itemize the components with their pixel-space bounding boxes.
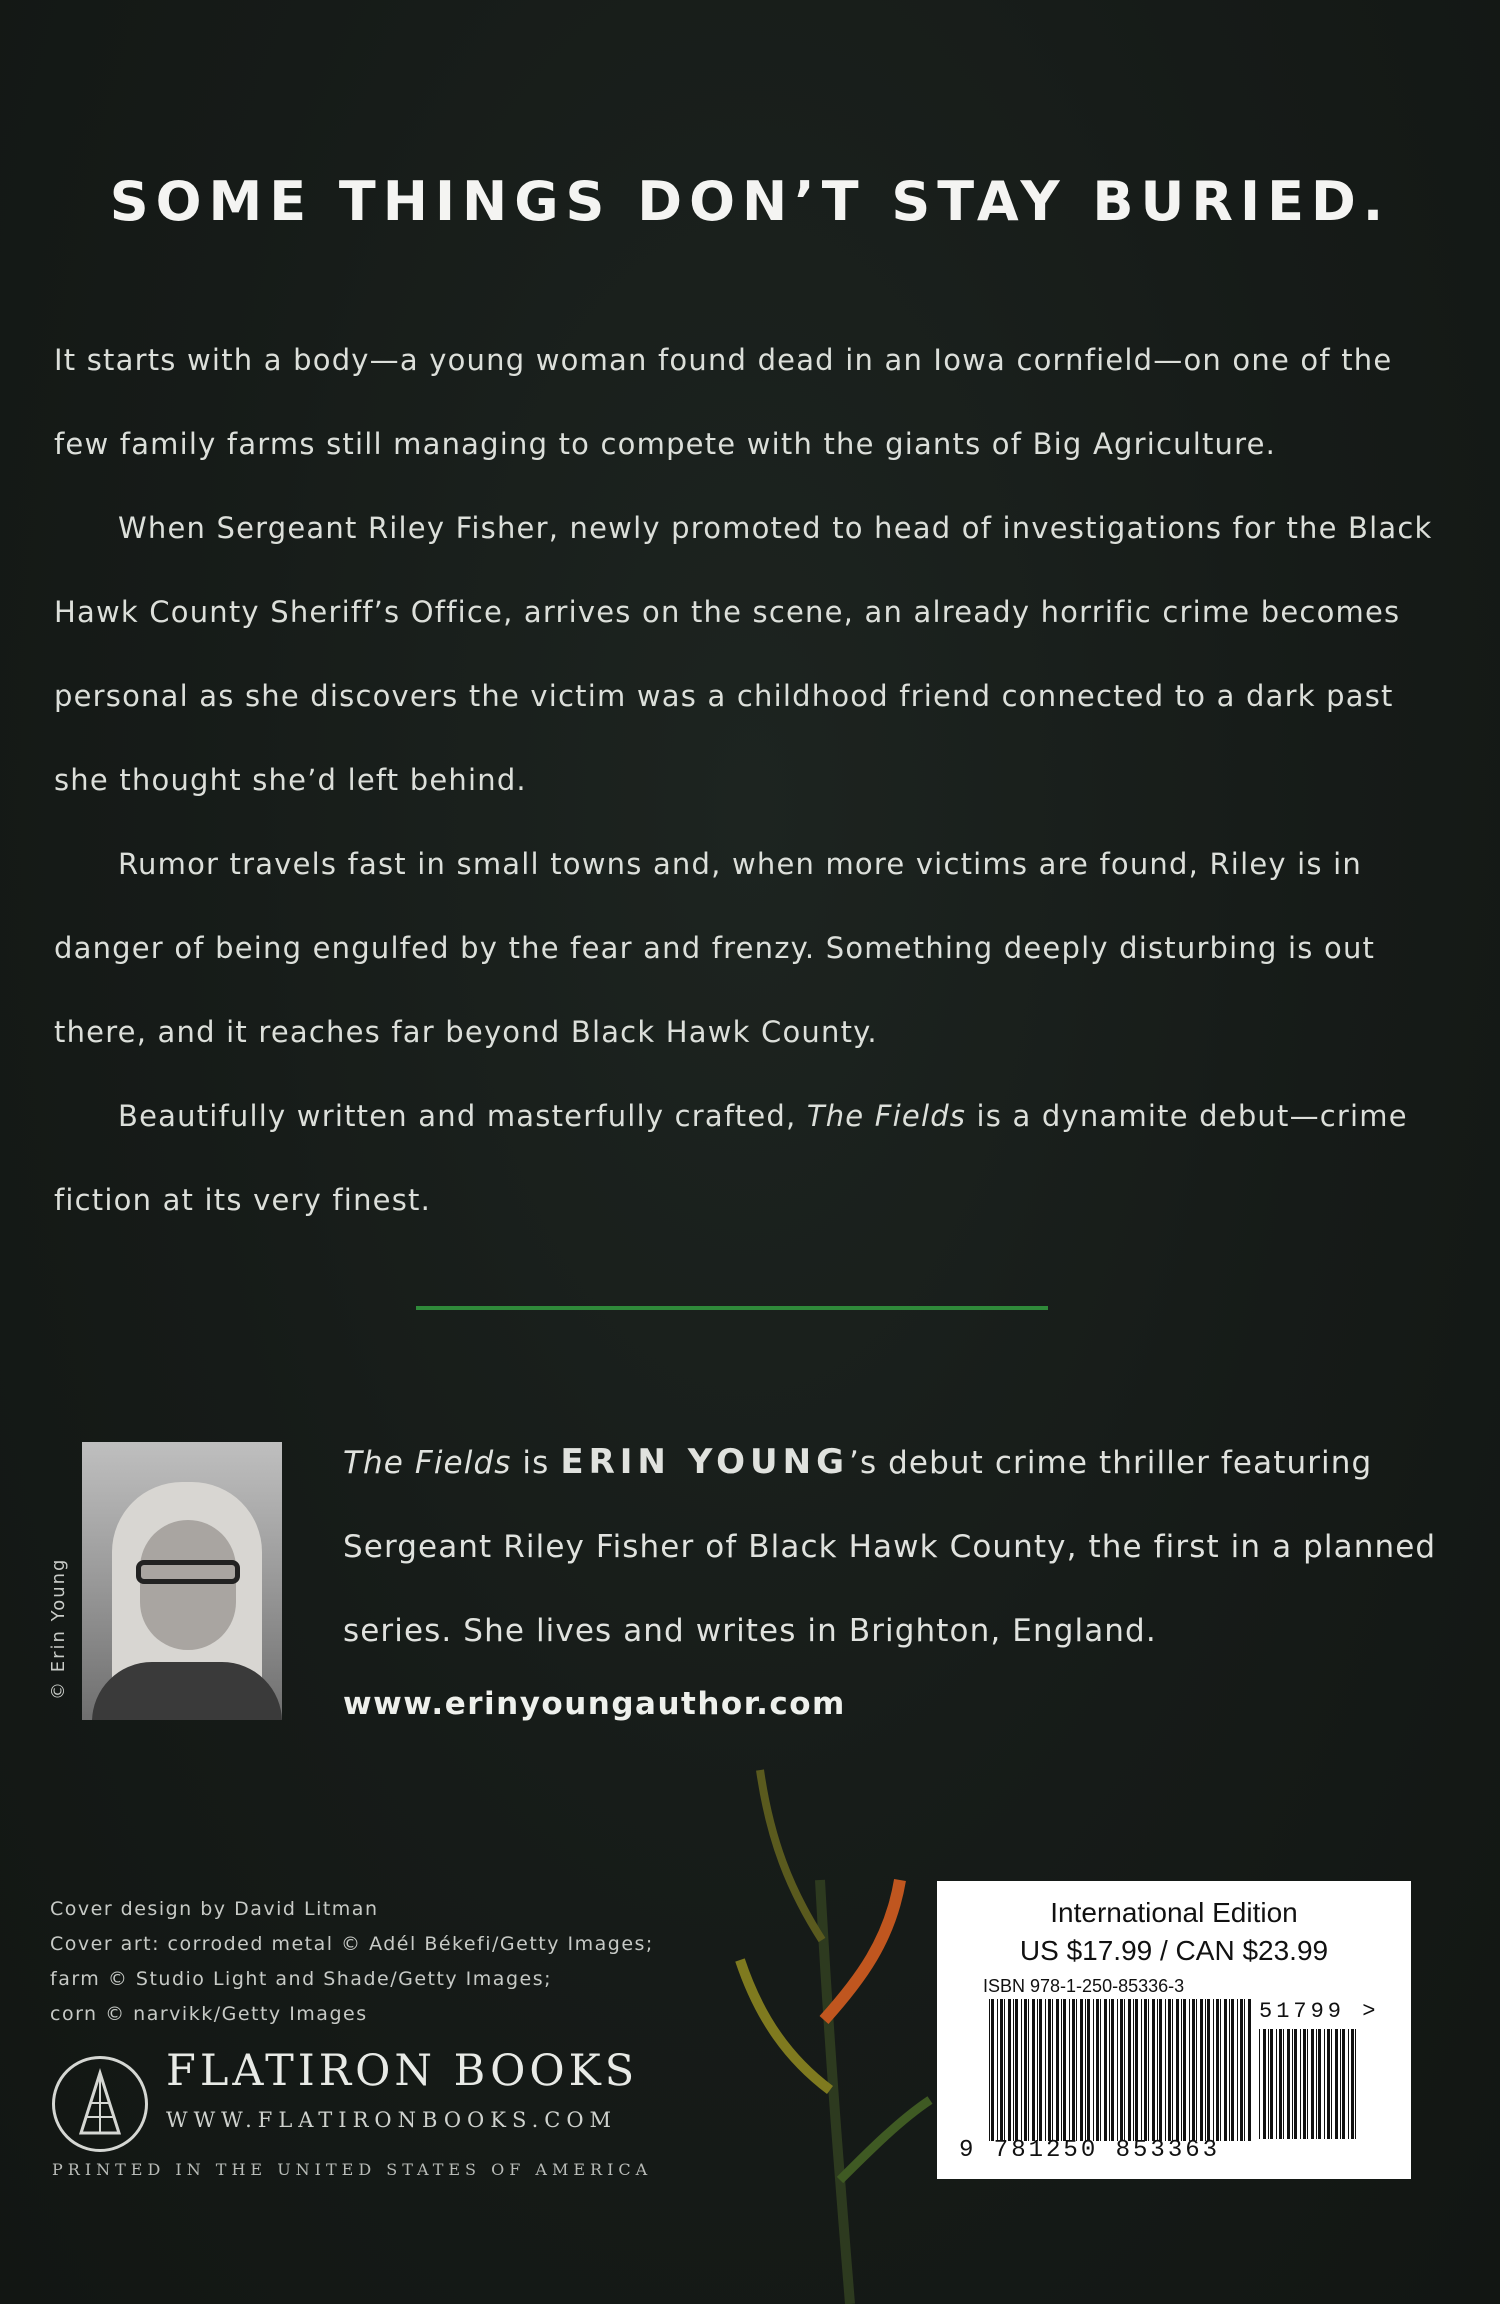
cover-credits bbox=[50, 1892, 670, 2032]
author-website: www.erinyoungauthor.com bbox=[343, 1686, 846, 1722]
barcode-icon bbox=[989, 1999, 1253, 2141]
isbn-label: ISBN 978-1-250-85336-3 bbox=[983, 1976, 1185, 1996]
credit-line: Cover art: corroded metal © Adél Békefi/Getty Images; bbox=[50, 1933, 654, 1955]
bio-book-title: The Fields bbox=[343, 1445, 512, 1481]
blurb-p4-tail: is a dynamite debut—crime fiction at its very finest. bbox=[54, 1099, 1408, 1217]
barcode-digits: 9 781250 853363 bbox=[959, 2137, 1221, 2164]
bio-text: ’s debut crime thriller featuring Sergeant Riley Fisher of Black Hawk County, the first in a planned series. She lives and writes in Brighton, England. bbox=[343, 1445, 1437, 1649]
flatiron-logo-icon bbox=[52, 2056, 148, 2152]
price-barcode-box bbox=[937, 1881, 1411, 2179]
blurb-paragraph-1: It starts with a body—a young woman found dead in an Iowa cornfield—on one of the few family farms still managing to compete with the giants of Big Agriculture. bbox=[54, 343, 1393, 461]
credit-line: Cover design by David Litman bbox=[50, 1898, 379, 1920]
credit-line: corn © narvikk/Getty Images bbox=[50, 2003, 368, 2025]
addon-digits: 51799 > bbox=[1259, 1999, 1380, 2024]
blurb-paragraph-2: When Sergeant Riley Fisher, newly promoted to head of investigations for the Black Hawk County Sheriff’s Office, arrives on the scene, an already horrific crime becomes personal as she discovers the victim was a childhood friend connected to a dark past she thought she’d left behind. bbox=[54, 511, 1433, 797]
blurb-paragraph-3: Rumor travels fast in small towns and, when more victims are found, Riley is in danger of being engulfed by the fear and frenzy. Something deeply disturbing is out there, and it reaches far beyond Black Hawk County. bbox=[54, 847, 1376, 1049]
blurb bbox=[54, 318, 1454, 1242]
author-name: ERIN YOUNG bbox=[560, 1442, 849, 1482]
author-bio bbox=[343, 1420, 1453, 1673]
credit-line: farm © Studio Light and Shade/Getty Images; bbox=[50, 1968, 552, 1990]
printed-in: PRINTED IN THE UNITED STATES OF AMERICA bbox=[52, 2160, 653, 2179]
addon-barcode-icon bbox=[1259, 2029, 1359, 2139]
publisher-website: WWW.FLATIRONBOOKS.COM bbox=[166, 2108, 618, 2132]
author-photo bbox=[82, 1442, 282, 1720]
price-label: US $17.99 / CAN $23.99 bbox=[1019, 1935, 1329, 1966]
corn-plant-illustration bbox=[700, 1760, 940, 2304]
photo-credit: © Erin Young bbox=[48, 1557, 69, 1700]
blurb-paragraph-4 bbox=[54, 1074, 1454, 1242]
bio-is: is bbox=[511, 1445, 561, 1481]
publisher-name: FLATIRON BOOKS bbox=[166, 2046, 639, 2096]
blurb-p4-lead: Beautifully written and masterfully crafted, bbox=[118, 1099, 807, 1133]
blurb-book-title: The Fields bbox=[806, 1099, 967, 1133]
headline: SOME THINGS DON’T STAY BURIED. bbox=[109, 170, 1391, 233]
green-divider bbox=[416, 1306, 1048, 1310]
edition-label: International Edition bbox=[1050, 1897, 1298, 1928]
